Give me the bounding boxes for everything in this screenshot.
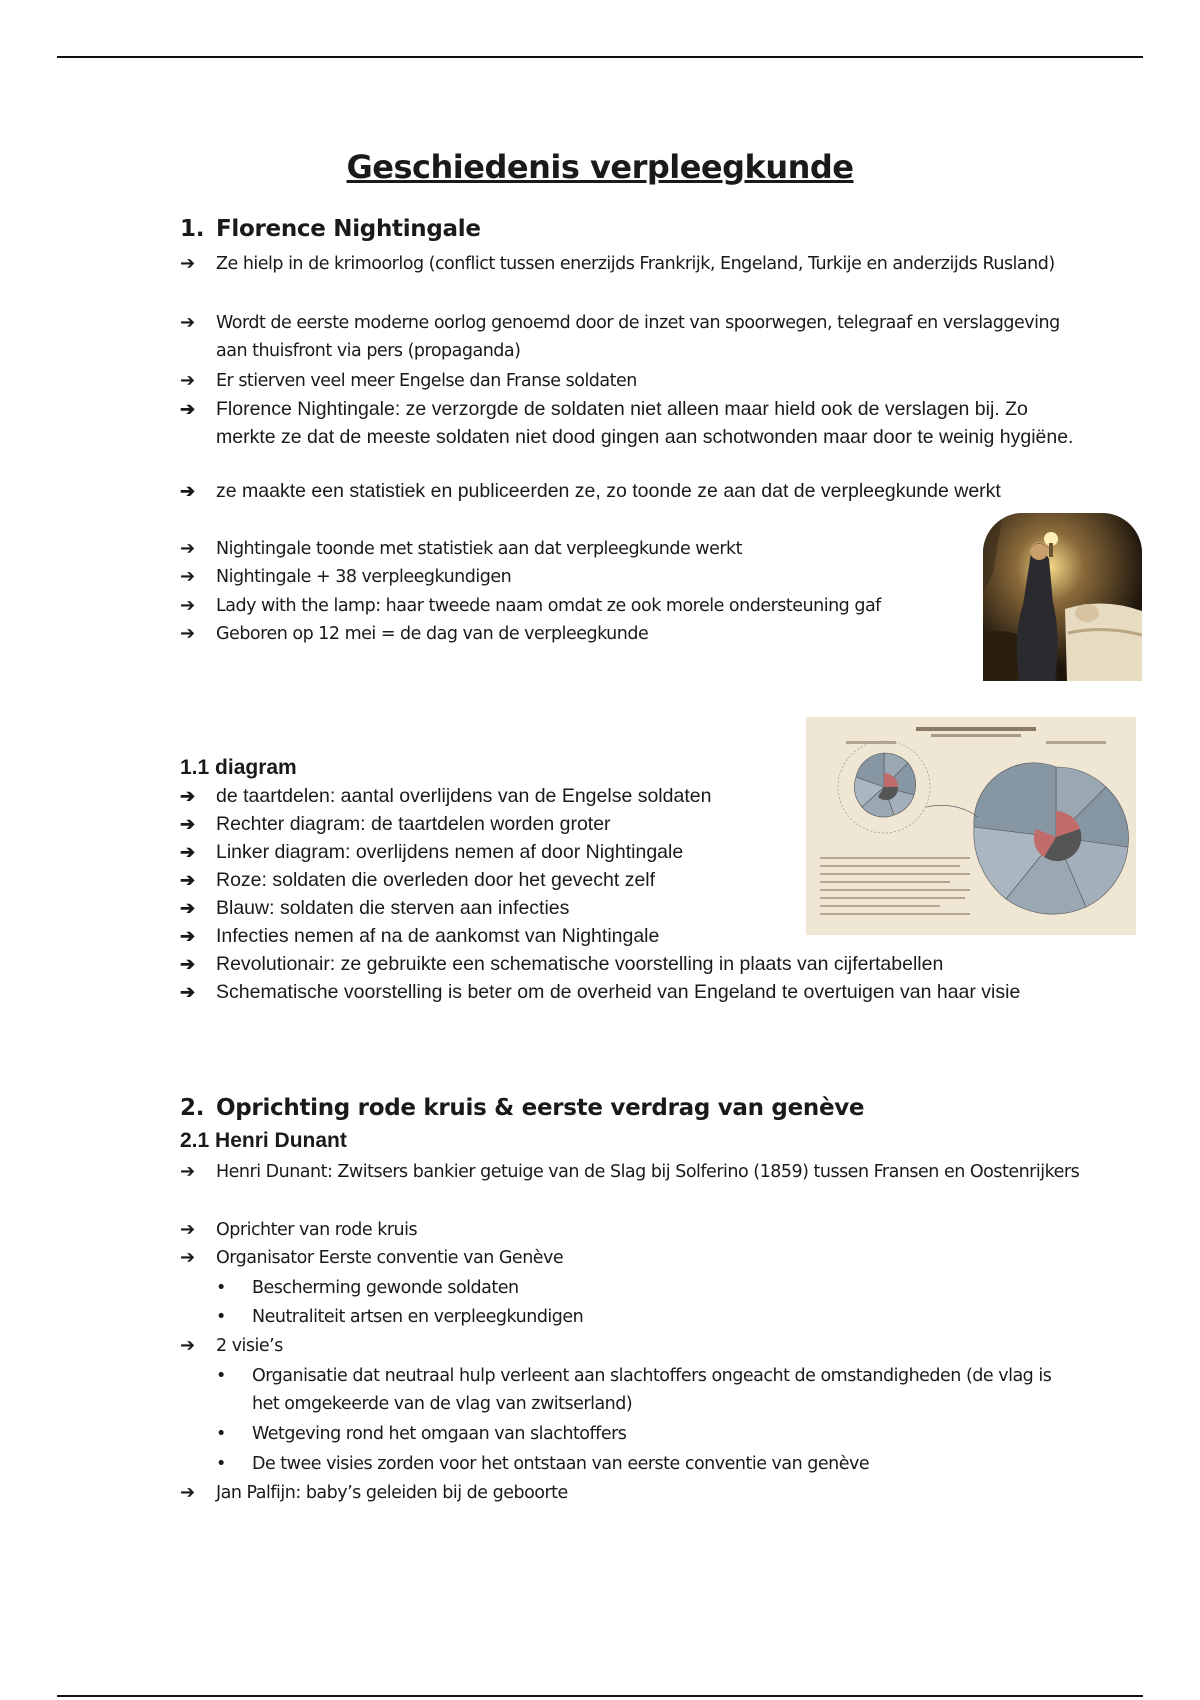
list-item: ➔ Nightingale + 38 verpleegkundigen xyxy=(180,563,970,591)
list-item: ➔ Oprichter van rode kruis xyxy=(180,1216,1080,1244)
arrow-bullet-icon: ➔ xyxy=(180,954,196,974)
list-item: ➔ Ze hielp in de krimoorlog (conflict tussen enerzijds Frankrijk, Engeland, Turkije en anderzijds Rusland) xyxy=(180,250,1080,278)
arrow-bullet-icon: ➔ xyxy=(180,370,195,391)
list-item: ➔ Er stierven veel meer Engelse dan Franse soldaten xyxy=(180,367,1080,395)
arrow-bullet-icon: ➔ xyxy=(180,1335,195,1356)
list-item: ➔ Florence Nightingale: ze verzorgde de soldaten niet alleen maar hield ook de verslagen bij. Zo merkte ze dat de meeste soldaten niet dood gingen aan schotwonden maar door te weinig hygiëne. xyxy=(180,395,1080,451)
section-title: Oprichting rode kruis & eerste verdrag van genève xyxy=(216,1095,865,1121)
arrow-bullet-icon: ➔ xyxy=(180,253,195,274)
dot-bullet-icon: • xyxy=(216,1454,226,1474)
dot-bullet-icon: • xyxy=(216,1278,226,1298)
section-2-heading xyxy=(180,1095,864,1121)
list-item: ➔ de taartdelen: aantal overlijdens van de Engelse soldaten xyxy=(180,782,790,810)
arrow-bullet-icon: ➔ xyxy=(180,1161,195,1182)
arrow-bullet-icon: ➔ xyxy=(180,982,196,1002)
arrow-bullet-icon: ➔ xyxy=(180,786,196,806)
arrow-bullet-icon: ➔ xyxy=(180,399,196,419)
sub-list-item: • De twee visies zorden voor het ontstaan van eerste conventie van genève xyxy=(216,1450,1076,1478)
arrow-bullet-icon: ➔ xyxy=(180,898,196,918)
arrow-bullet-icon: ➔ xyxy=(180,814,196,834)
rose-diagram-image xyxy=(806,717,1136,935)
sub-list-item: • Organisatie dat neutraal hulp verleent aan slachtoffers ongeacht de omstandigheden (de vlag is het omgekeerde van de vlag van zwitserland) xyxy=(216,1362,1076,1418)
list-item: ➔ Infecties nemen af na de aankomst van Nightingale xyxy=(180,922,790,950)
arrow-bullet-icon: ➔ xyxy=(180,1247,195,1268)
bottom-rule xyxy=(57,1695,1143,1697)
arrow-bullet-icon: ➔ xyxy=(180,538,195,559)
arrow-bullet-icon: ➔ xyxy=(180,926,196,946)
list-item: ➔ Schematische voorstelling is beter om de overheid van Engeland te overtuigen van haar visie xyxy=(180,978,1080,1006)
arrow-bullet-icon: ➔ xyxy=(180,1482,195,1503)
arrow-bullet-icon: ➔ xyxy=(180,595,195,616)
list-item: ➔ Blauw: soldaten die sterven aan infecties xyxy=(180,894,790,922)
nightingale-painting-image xyxy=(983,513,1142,681)
arrow-bullet-icon: ➔ xyxy=(180,623,195,644)
arrow-bullet-icon: ➔ xyxy=(180,870,196,890)
list-item: ➔ Wordt de eerste moderne oorlog genoemd door de inzet van spoorwegen, telegraaf en verslaggeving aan thuisfront via pers (propaganda) xyxy=(180,309,1080,365)
arrow-bullet-icon: ➔ xyxy=(180,312,195,333)
section-number: 1. xyxy=(180,216,205,242)
rose-diagram-graphic xyxy=(806,717,1136,935)
dot-bullet-icon: • xyxy=(216,1307,226,1327)
list-item: ➔ Jan Palfijn: baby’s geleiden bij de geboorte xyxy=(180,1479,1080,1507)
list-item: ➔ Henri Dunant: Zwitsers bankier getuige van de Slag bij Solferino (1859) tussen Fransen en Oostenrijkers xyxy=(180,1158,1080,1186)
sub-list-item: • Wetgeving rond het omgaan van slachtoffers xyxy=(216,1420,1076,1448)
section-1-heading xyxy=(180,216,481,242)
list-item: ➔ Nightingale toonde met statistiek aan dat verpleegkunde werkt xyxy=(180,535,970,563)
list-item: ➔ Geboren op 12 mei = de dag van de verpleegkunde xyxy=(180,620,970,648)
list-item: ➔ Rechter diagram: de taartdelen worden groter xyxy=(180,810,790,838)
page-title: Geschiedenis verpleegkunde xyxy=(346,148,854,186)
list-item: ➔ Roze: soldaten die overleden door het gevecht zelf xyxy=(180,866,790,894)
arrow-bullet-icon: ➔ xyxy=(180,842,196,862)
arrow-bullet-icon: ➔ xyxy=(180,481,196,501)
arrow-bullet-icon: ➔ xyxy=(180,1219,195,1240)
arrow-bullet-icon: ➔ xyxy=(180,566,195,587)
list-item: ➔ Organisator Eerste conventie van Genève xyxy=(180,1244,1080,1272)
list-item: ➔ Revolutionair: ze gebruikte een schematische voorstelling in plaats van cijfertabellen xyxy=(180,950,1080,978)
list-item: ➔ Linker diagram: overlijdens nemen af door Nightingale xyxy=(180,838,790,866)
dot-bullet-icon: • xyxy=(216,1366,226,1386)
section-title: Florence Nightingale xyxy=(216,216,481,242)
painting-graphic xyxy=(983,513,1142,681)
dot-bullet-icon: • xyxy=(216,1424,226,1444)
list-item: ➔ ze maakte een statistiek en publiceerden ze, zo toonde ze aan dat de verpleegkunde werkt xyxy=(180,477,1080,505)
sub-list-item: • Neutraliteit artsen en verpleegkundigen xyxy=(216,1303,1076,1331)
list-item: ➔ 2 visie’s xyxy=(180,1332,1080,1360)
section-1-1-heading: 1.1 diagram xyxy=(180,756,297,779)
top-rule xyxy=(57,56,1143,58)
list-item: ➔ Lady with the lamp: haar tweede naam omdat ze ook morele ondersteuning gaf xyxy=(180,592,970,620)
section-number: 2. xyxy=(180,1095,205,1121)
sub-list-item: • Bescherming gewonde soldaten xyxy=(216,1274,1076,1302)
section-2-1-heading: 2.1 Henri Dunant xyxy=(180,1129,347,1152)
